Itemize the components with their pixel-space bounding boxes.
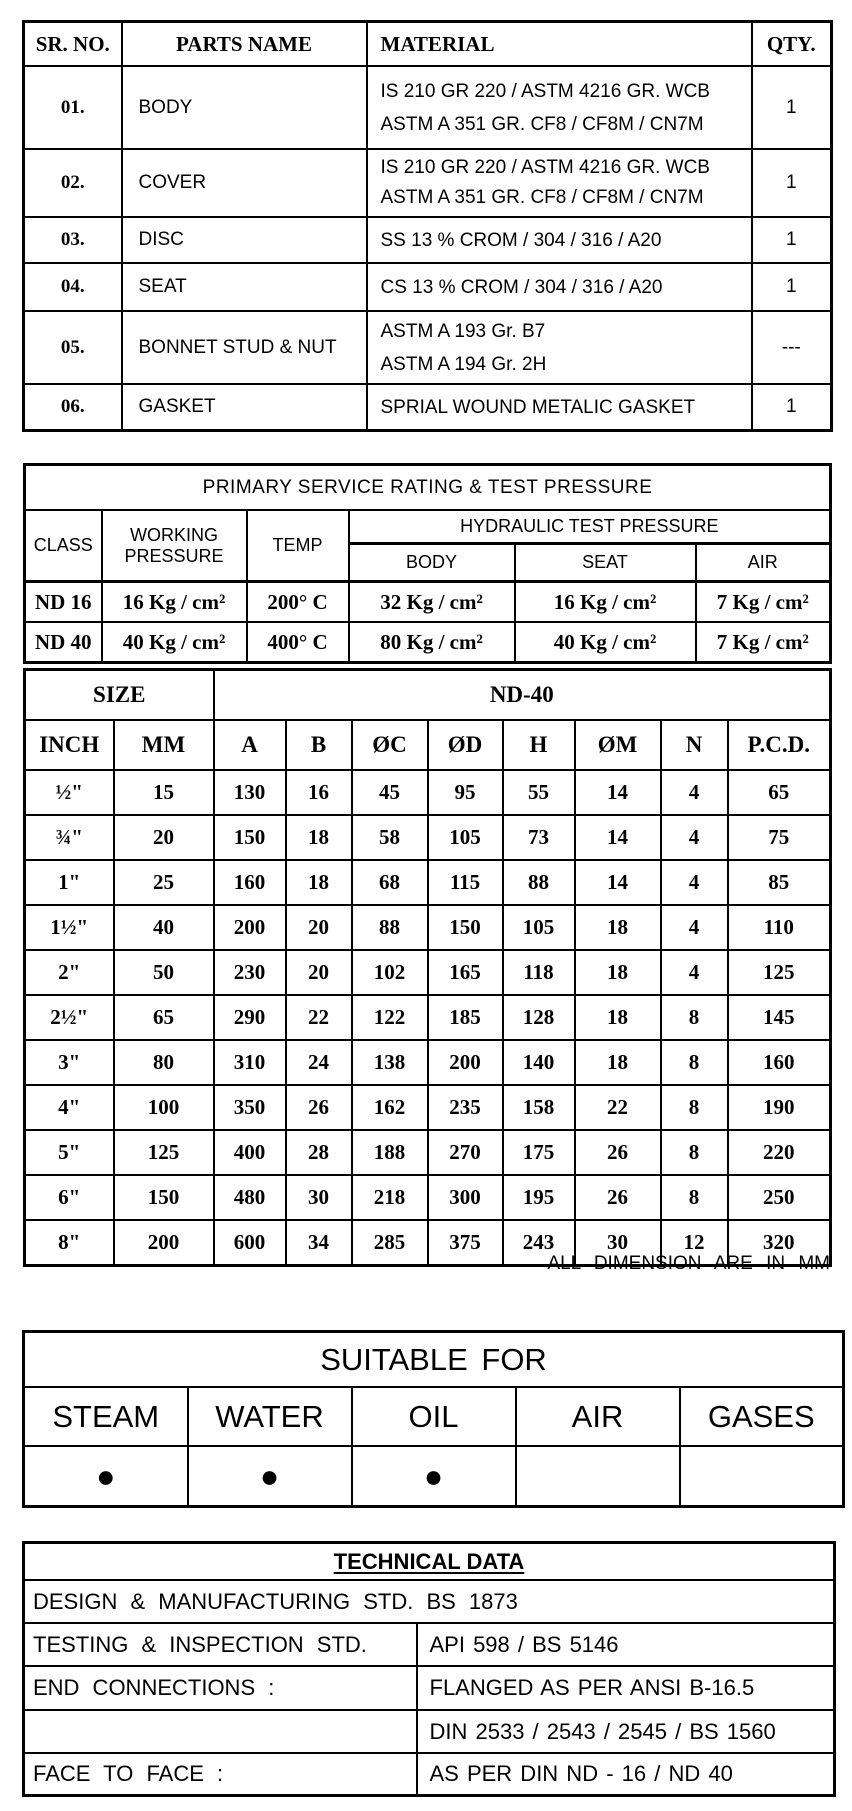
body-pressure-cell: 80 Kg / cm² bbox=[349, 622, 515, 663]
dim-cell: 88 bbox=[503, 860, 575, 905]
dim-cell: 115 bbox=[428, 860, 503, 905]
working-pressure-cell: 16 Kg / cm² bbox=[102, 582, 247, 623]
gases-mark-cell bbox=[680, 1446, 844, 1507]
header-dia-d: ØD bbox=[428, 720, 503, 770]
dim-cell: 20 bbox=[114, 815, 214, 860]
table-row bbox=[24, 1446, 844, 1507]
air-pressure-cell: 7 Kg / cm² bbox=[696, 582, 831, 623]
dim-cell: 95 bbox=[428, 770, 503, 815]
header-oil: OIL bbox=[352, 1387, 516, 1446]
sr-no-cell: 01. bbox=[24, 66, 122, 149]
dim-cell: 20 bbox=[286, 950, 352, 995]
table-row bbox=[24, 263, 832, 311]
qty-cell: 1 bbox=[752, 263, 832, 311]
table-header-row bbox=[24, 22, 832, 67]
dim-cell: 34 bbox=[286, 1220, 352, 1266]
dim-cell: 15 bbox=[114, 770, 214, 815]
header-n: N bbox=[661, 720, 728, 770]
class-cell: ND 40 bbox=[25, 622, 102, 663]
dim-cell: 5" bbox=[25, 1130, 114, 1175]
dim-cell: 85 bbox=[728, 860, 831, 905]
dim-cell: 50 bbox=[114, 950, 214, 995]
dim-cell: 88 bbox=[352, 905, 428, 950]
dim-cell: 4" bbox=[25, 1085, 114, 1130]
dim-cell: 73 bbox=[503, 815, 575, 860]
filled-dot-icon: ● bbox=[423, 1457, 444, 1494]
dim-cell: 320 bbox=[728, 1220, 831, 1266]
class-cell: ND 16 bbox=[25, 582, 102, 623]
header-air: AIR bbox=[516, 1387, 680, 1446]
dim-cell: 8" bbox=[25, 1220, 114, 1266]
dim-cell: 125 bbox=[114, 1130, 214, 1175]
dim-cell: 6" bbox=[25, 1175, 114, 1220]
part-name-cell: BONNET STUD & NUT bbox=[122, 311, 367, 384]
qty-cell: 1 bbox=[752, 384, 832, 431]
table-row bbox=[25, 622, 831, 663]
body-pressure-cell: 32 Kg / cm² bbox=[349, 582, 515, 623]
dim-cell: 18 bbox=[286, 860, 352, 905]
dim-cell: 8 bbox=[661, 1085, 728, 1130]
header-temp: TEMP bbox=[247, 510, 349, 582]
dim-cell: 25 bbox=[114, 860, 214, 905]
water-mark-cell bbox=[188, 1446, 352, 1507]
dim-cell: ¾" bbox=[25, 815, 114, 860]
table-title-row bbox=[25, 465, 831, 511]
dim-cell: 188 bbox=[352, 1130, 428, 1175]
material-cell bbox=[367, 311, 752, 384]
table-title-row bbox=[24, 1543, 835, 1581]
dim-cell: 270 bbox=[428, 1130, 503, 1175]
dim-cell: 235 bbox=[428, 1085, 503, 1130]
header-water: WATER bbox=[188, 1387, 352, 1446]
dim-cell: 26 bbox=[575, 1175, 661, 1220]
testing-std-label: TESTING & INSPECTION STD. bbox=[24, 1623, 417, 1666]
table-row bbox=[25, 582, 831, 623]
dim-cell: 8 bbox=[661, 1130, 728, 1175]
dim-cell: 375 bbox=[428, 1220, 503, 1266]
empty-label-cell bbox=[24, 1710, 417, 1753]
dim-cell: 195 bbox=[503, 1175, 575, 1220]
header-material: MATERIAL bbox=[367, 22, 752, 67]
suitable-for-table bbox=[22, 1330, 845, 1508]
dim-cell: 175 bbox=[503, 1130, 575, 1175]
material-line: ASTM A 193 Gr. B7 bbox=[380, 320, 546, 342]
header-seat: SEAT bbox=[515, 544, 696, 582]
qty-cell: 1 bbox=[752, 217, 832, 263]
dim-cell: 14 bbox=[575, 770, 661, 815]
part-name-cell: DISC bbox=[122, 217, 367, 263]
dim-cell: 140 bbox=[503, 1040, 575, 1085]
filled-dot-icon: ● bbox=[259, 1457, 280, 1494]
material-cell bbox=[367, 66, 752, 149]
header-size-group: SIZE bbox=[25, 670, 214, 721]
dim-cell: 8 bbox=[661, 995, 728, 1040]
header-b: B bbox=[286, 720, 352, 770]
dim-cell: 18 bbox=[575, 950, 661, 995]
table-row bbox=[25, 995, 831, 1040]
sr-no-cell: 03. bbox=[24, 217, 122, 263]
dim-cell: 102 bbox=[352, 950, 428, 995]
seat-pressure-cell: 16 Kg / cm² bbox=[515, 582, 696, 623]
part-name-cell: SEAT bbox=[122, 263, 367, 311]
rating-table-title: PRIMARY SERVICE RATING & TEST PRESSURE bbox=[25, 465, 831, 511]
dim-cell: 4 bbox=[661, 815, 728, 860]
dim-cell: 350 bbox=[214, 1085, 286, 1130]
end-connections-value-2: DIN 2533 / 2543 / 2545 / BS 1560 bbox=[417, 1710, 835, 1753]
dim-cell: 26 bbox=[575, 1130, 661, 1175]
dim-cell: 55 bbox=[503, 770, 575, 815]
table-header-row bbox=[25, 720, 831, 770]
header-gases: GASES bbox=[680, 1387, 844, 1446]
temp-cell: 400° C bbox=[247, 622, 349, 663]
material-line: IS 210 GR 220 / ASTM 4216 GR. WCB bbox=[380, 157, 710, 178]
dim-cell: 160 bbox=[728, 1040, 831, 1085]
temp-cell: 200° C bbox=[247, 582, 349, 623]
dim-cell: 125 bbox=[728, 950, 831, 995]
suitable-for-title: SUITABLE FOR bbox=[24, 1332, 844, 1388]
dim-cell: ½" bbox=[25, 770, 114, 815]
face-to-face-label: FACE TO FACE : bbox=[24, 1753, 417, 1796]
header-inch: INCH bbox=[25, 720, 114, 770]
table-row bbox=[24, 217, 832, 263]
design-std-cell: DESIGN & MANUFACTURING STD. BS 1873 bbox=[24, 1580, 835, 1623]
table-row bbox=[25, 1130, 831, 1175]
dim-cell: 290 bbox=[214, 995, 286, 1040]
dim-cell: 4 bbox=[661, 860, 728, 905]
table-row bbox=[24, 311, 832, 384]
table-row bbox=[25, 950, 831, 995]
header-parts-name: PARTS NAME bbox=[122, 22, 367, 67]
technical-data-title-text: TECHNICAL DATA bbox=[333, 1548, 525, 1574]
dim-cell: 310 bbox=[214, 1040, 286, 1085]
part-name-cell: GASKET bbox=[122, 384, 367, 431]
material-cell: CS 13 % CROM / 304 / 316 / A20 bbox=[367, 263, 752, 311]
dim-cell: 200 bbox=[114, 1220, 214, 1266]
dim-cell: 138 bbox=[352, 1040, 428, 1085]
dim-cell: 480 bbox=[214, 1175, 286, 1220]
dim-cell: 190 bbox=[728, 1085, 831, 1130]
header-air: AIR bbox=[696, 544, 831, 582]
table-row bbox=[25, 1175, 831, 1220]
filled-dot-icon: ● bbox=[96, 1457, 116, 1494]
dim-cell: 45 bbox=[352, 770, 428, 815]
dim-cell: 250 bbox=[728, 1175, 831, 1220]
material-line: ASTM A 194 Gr. 2H bbox=[380, 353, 547, 375]
dim-cell: 80 bbox=[114, 1040, 214, 1085]
qty-cell: 1 bbox=[752, 149, 832, 217]
dim-cell: 40 bbox=[114, 905, 214, 950]
material-cell: SS 13 % CROM / 304 / 316 / A20 bbox=[367, 217, 752, 263]
material-cell bbox=[367, 149, 752, 217]
dim-cell: 30 bbox=[286, 1175, 352, 1220]
face-to-face-value: AS PER DIN ND - 16 / ND 40 bbox=[417, 1753, 835, 1796]
dim-cell: 18 bbox=[575, 1040, 661, 1085]
dim-cell: 150 bbox=[428, 905, 503, 950]
table-row bbox=[25, 770, 831, 815]
technical-data-table bbox=[22, 1541, 836, 1797]
dim-cell: 26 bbox=[286, 1085, 352, 1130]
parts-table bbox=[22, 20, 833, 432]
dim-cell: 30 bbox=[575, 1220, 661, 1266]
material-line: IS 210 GR 220 / ASTM 4216 GR. WCB bbox=[380, 80, 710, 102]
part-name-cell: BODY bbox=[122, 66, 367, 149]
dim-cell: 75 bbox=[728, 815, 831, 860]
dimension-note: ALL DIMENSION ARE IN MM bbox=[547, 1253, 830, 1274]
seat-pressure-cell: 40 Kg / cm² bbox=[515, 622, 696, 663]
table-row bbox=[24, 384, 832, 431]
dim-cell: 8 bbox=[661, 1175, 728, 1220]
dim-cell: 14 bbox=[575, 860, 661, 905]
sr-no-cell: 05. bbox=[24, 311, 122, 384]
table-header-row bbox=[24, 1387, 844, 1446]
header-h: H bbox=[503, 720, 575, 770]
sr-no-cell: 06. bbox=[24, 384, 122, 431]
table-row bbox=[25, 860, 831, 905]
dim-cell: 122 bbox=[352, 995, 428, 1040]
dim-cell: 243 bbox=[503, 1220, 575, 1266]
dim-cell: 158 bbox=[503, 1085, 575, 1130]
steam-mark-cell bbox=[24, 1446, 188, 1507]
header-dia-c: ØC bbox=[352, 720, 428, 770]
dim-cell: 12 bbox=[661, 1220, 728, 1266]
oil-mark-cell bbox=[352, 1446, 516, 1507]
dim-cell: 600 bbox=[214, 1220, 286, 1266]
qty-cell: 1 bbox=[752, 66, 832, 149]
dim-cell: 300 bbox=[428, 1175, 503, 1220]
dim-cell: 20 bbox=[286, 905, 352, 950]
dim-cell: 4 bbox=[661, 770, 728, 815]
air-pressure-cell: 7 Kg / cm² bbox=[696, 622, 831, 663]
sr-no-cell: 04. bbox=[24, 263, 122, 311]
end-connections-label: END CONNECTIONS : bbox=[24, 1666, 417, 1710]
dim-cell: 118 bbox=[503, 950, 575, 995]
sr-no-cell: 02. bbox=[24, 149, 122, 217]
material-line: ASTM A 351 GR. CF8 / CF8M / CN7M bbox=[380, 187, 704, 208]
dim-cell: 162 bbox=[352, 1085, 428, 1130]
dim-cell: 110 bbox=[728, 905, 831, 950]
dim-cell: 165 bbox=[428, 950, 503, 995]
header-pcd: P.C.D. bbox=[728, 720, 831, 770]
dim-cell: 18 bbox=[286, 815, 352, 860]
dim-cell: 3" bbox=[25, 1040, 114, 1085]
table-row bbox=[24, 1753, 835, 1796]
dim-cell: 24 bbox=[286, 1040, 352, 1085]
header-class: CLASS bbox=[25, 510, 102, 582]
header-qty: QTY. bbox=[752, 22, 832, 67]
dim-cell: 1" bbox=[25, 860, 114, 905]
dim-cell: 16 bbox=[286, 770, 352, 815]
dim-cell: 150 bbox=[114, 1175, 214, 1220]
table-group-header-row bbox=[25, 670, 831, 721]
header-body: BODY bbox=[349, 544, 515, 582]
table-row bbox=[25, 1040, 831, 1085]
testing-std-value: API 598 / BS 5146 bbox=[417, 1623, 835, 1666]
dim-cell: 18 bbox=[575, 995, 661, 1040]
table-title-row bbox=[24, 1332, 844, 1388]
dim-cell: 200 bbox=[214, 905, 286, 950]
dim-cell: 14 bbox=[575, 815, 661, 860]
dim-cell: 58 bbox=[352, 815, 428, 860]
dim-cell: 4 bbox=[661, 950, 728, 995]
dim-cell: 128 bbox=[503, 995, 575, 1040]
dim-cell: 22 bbox=[575, 1085, 661, 1130]
header-sr-no: SR. NO. bbox=[24, 22, 122, 67]
dim-cell: 65 bbox=[114, 995, 214, 1040]
dim-cell: 65 bbox=[728, 770, 831, 815]
dim-cell: 220 bbox=[728, 1130, 831, 1175]
dim-cell: 285 bbox=[352, 1220, 428, 1266]
table-row bbox=[24, 66, 832, 149]
dim-cell: 22 bbox=[286, 995, 352, 1040]
table-row bbox=[25, 905, 831, 950]
table-row bbox=[25, 1085, 831, 1130]
dim-cell: 160 bbox=[214, 860, 286, 905]
header-dia-m: ØM bbox=[575, 720, 661, 770]
table-row bbox=[24, 1666, 835, 1710]
table-header-row bbox=[25, 510, 831, 544]
table-row bbox=[24, 149, 832, 217]
table-row bbox=[24, 1580, 835, 1623]
dim-cell: 145 bbox=[728, 995, 831, 1040]
header-steam: STEAM bbox=[24, 1387, 188, 1446]
technical-data-title bbox=[24, 1543, 835, 1581]
header-hydraulic-test-pressure: HYDRAULIC TEST PRESSURE bbox=[349, 510, 831, 544]
dim-cell: 150 bbox=[214, 815, 286, 860]
working-pressure-cell: 40 Kg / cm² bbox=[102, 622, 247, 663]
dim-cell: 4 bbox=[661, 905, 728, 950]
dim-cell: 2" bbox=[25, 950, 114, 995]
dim-cell: 8 bbox=[661, 1040, 728, 1085]
dim-cell: 400 bbox=[214, 1130, 286, 1175]
end-connections-value: FLANGED AS PER ANSI B-16.5 bbox=[417, 1666, 835, 1710]
header-a: A bbox=[214, 720, 286, 770]
qty-cell: --- bbox=[752, 311, 832, 384]
dim-cell: 2½" bbox=[25, 995, 114, 1040]
dim-cell: 1½" bbox=[25, 905, 114, 950]
header-mm: MM bbox=[114, 720, 214, 770]
dim-cell: 105 bbox=[428, 815, 503, 860]
table-row bbox=[25, 815, 831, 860]
header-nd40-group: ND-40 bbox=[214, 670, 831, 721]
material-line: ASTM A 351 GR. CF8 / CF8M / CN7M bbox=[380, 113, 704, 135]
material-cell: SPRIAL WOUND METALIC GASKET bbox=[367, 384, 752, 431]
dim-cell: 100 bbox=[114, 1085, 214, 1130]
dim-cell: 28 bbox=[286, 1130, 352, 1175]
table-row bbox=[24, 1710, 835, 1753]
table-row bbox=[24, 1623, 835, 1666]
dim-cell: 68 bbox=[352, 860, 428, 905]
part-name-cell: COVER bbox=[122, 149, 367, 217]
dim-cell: 130 bbox=[214, 770, 286, 815]
header-working-pressure: WORKING PRESSURE bbox=[102, 510, 247, 582]
size-table bbox=[23, 668, 832, 1267]
dim-cell: 200 bbox=[428, 1040, 503, 1085]
dim-cell: 105 bbox=[503, 905, 575, 950]
rating-table bbox=[23, 463, 832, 664]
dim-cell: 18 bbox=[575, 905, 661, 950]
air-mark-cell bbox=[516, 1446, 680, 1507]
dim-cell: 230 bbox=[214, 950, 286, 995]
dim-cell: 218 bbox=[352, 1175, 428, 1220]
dim-cell: 185 bbox=[428, 995, 503, 1040]
